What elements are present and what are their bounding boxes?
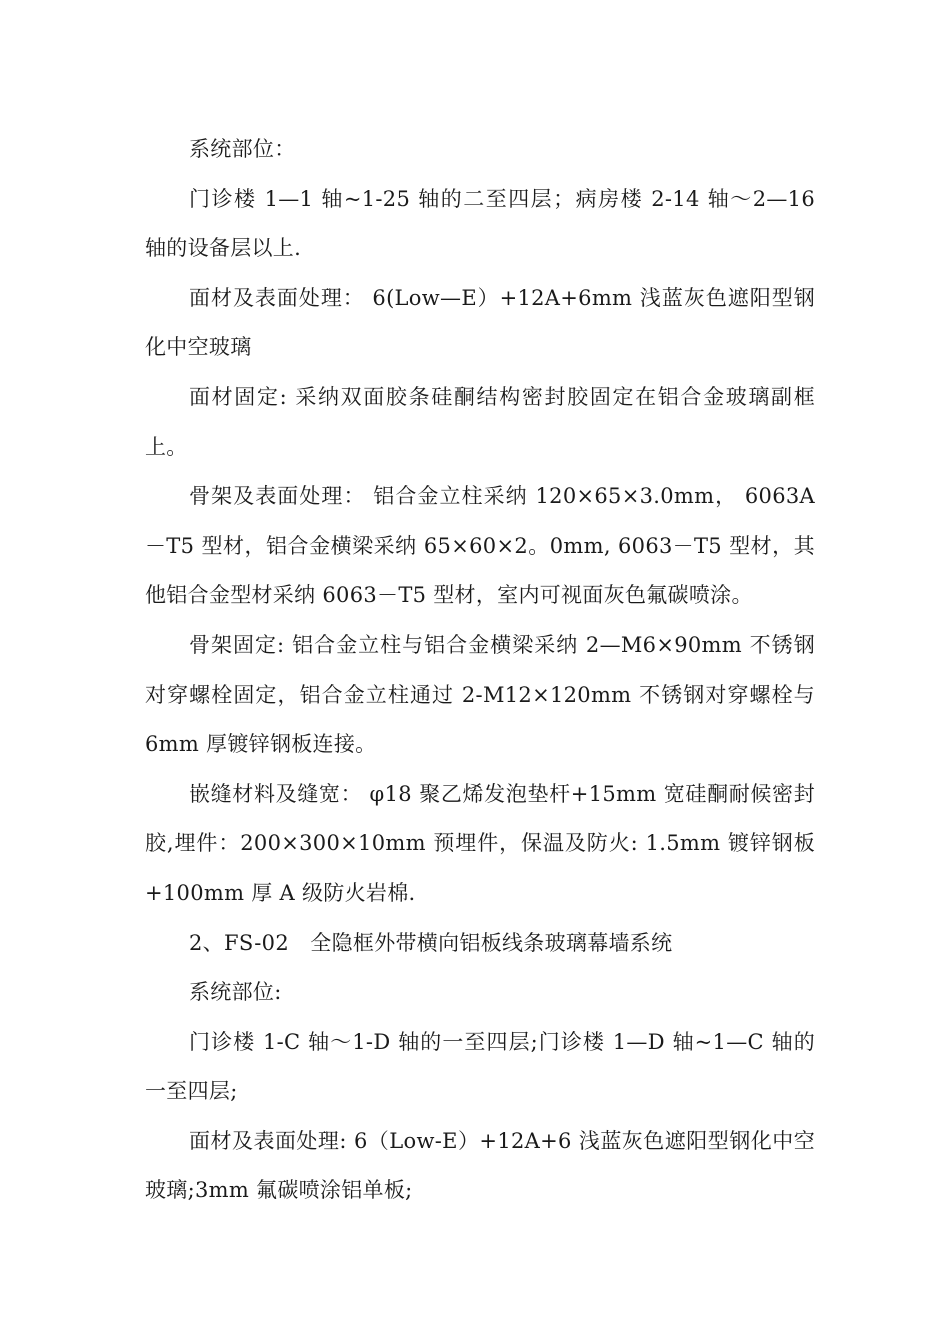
document-body bbox=[145, 125, 815, 1216]
paragraph-frame-material: 骨架及表面处理： 铝合金立柱采纳 120×65×3.0mm， 6063A－T5 型材，铝合金横梁采纳 65×60×2。0mm, 6063－T5 型材，其他铝合金型材采纳 6063－T5 型材，室内可视面灰色氟碳喷涂。 bbox=[145, 484, 815, 608]
paragraph-system-location-heading-2: 系统部位: bbox=[189, 980, 282, 1005]
paragraph-facing-material-2: 面材及表面处理: 6（Low-E）+12A+6 浅蓝灰色遮阳型钢化中空玻璃;3mm 氟碳喷涂铝单板; bbox=[145, 1128, 815, 1203]
paragraph-system-location: 门诊楼 1—1 轴~1-25 轴的二至四层；病房楼 2-14 轴～2—16 轴的设备层以上. bbox=[145, 186, 815, 261]
paragraph-system-location-heading: 系统部位： bbox=[189, 137, 296, 161]
paragraph-facing-fixing: 面材固定: 采纳双面胶条硅酮结构密封胶固定在铝合金玻璃副框上。 bbox=[145, 384, 815, 459]
paragraph-system-location-2: 门诊楼 1-C 轴～1-D 轴的一至四层;门诊楼 1—D 轴~1—C 轴的一至四层; bbox=[145, 1029, 815, 1104]
paragraph-frame-fixing: 骨架固定: 铝合金立柱与铝合金横梁采纳 2—M6×90mm 不锈钢对穿螺栓固定，铝合金立柱通过 2-M12×120mm 不锈钢对穿螺栓与 6mm 厚镀锌钢板连接。 bbox=[145, 632, 815, 757]
paragraph-joint-material: 嵌缝材料及缝宽： φ18 聚乙烯发泡垫杆+15mm 宽硅酮耐候密封胶,埋件：200×300×10mm 预埋件，保温及防火: 1.5mm 镀锌钢板+100mm 厚 A 级防火岩棉. bbox=[145, 781, 815, 905]
section-heading-fs02: 2、FS-02 全隐框外带横向铝板线条玻璃幕墙系统 bbox=[189, 930, 673, 955]
paragraph-facing-material: 面材及表面处理： 6(Low—E）+12A+6mm 浅蓝灰色遮阳型钢化中空玻璃 bbox=[145, 285, 815, 360]
